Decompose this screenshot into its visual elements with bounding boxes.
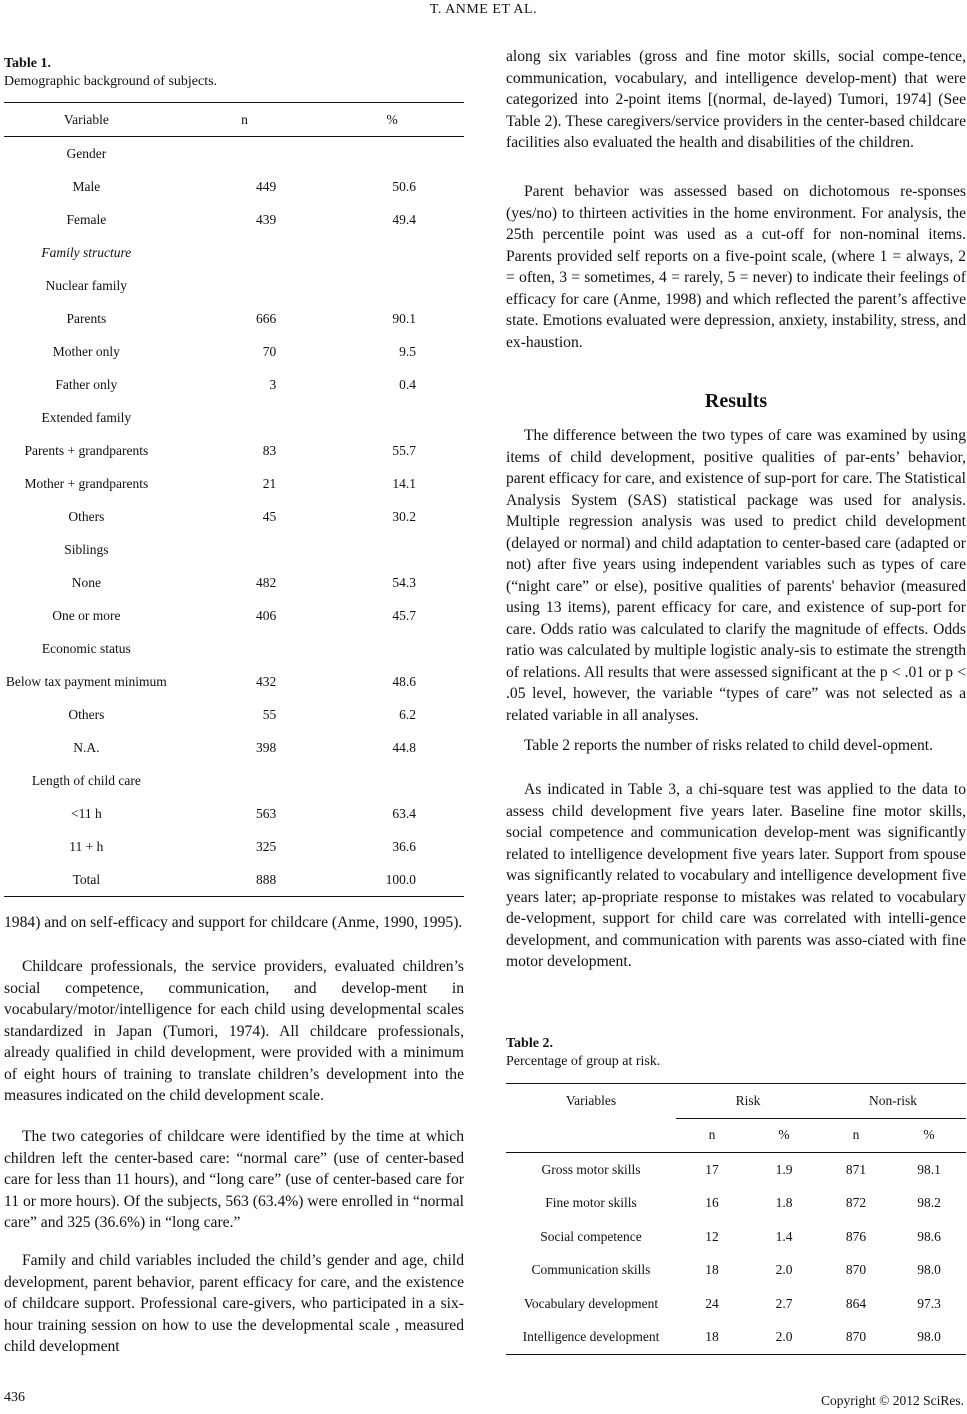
body-paragraph: 1984) and on self-efficacy and support for childcare (Anme, 1990, 1995). [4, 914, 463, 931]
table2-cell-nonrisk-n: 872 [845, 1195, 867, 1211]
table2-cell-risk-n: 24 [705, 1295, 719, 1311]
table1-row [4, 137, 464, 171]
table2 [506, 1083, 966, 1355]
table1-row [4, 731, 464, 764]
table2-row [506, 1287, 966, 1321]
table1-cell-pct: 6.2 [399, 706, 416, 722]
table1-cell-n: 45 [262, 508, 277, 524]
table1-cell-pct [320, 401, 464, 434]
table1-cell-pct [320, 236, 464, 269]
table1-cell-variable: 11 + h [69, 838, 104, 854]
table2-cell-risk-pct: 1.4 [775, 1228, 793, 1244]
table1-cell-n: 70 [262, 343, 277, 359]
table1-cell-pct: 48.6 [392, 673, 416, 689]
table2-cell-variable: Fine motor skills [545, 1195, 637, 1211]
table1-header-row [4, 103, 464, 137]
table1-row [4, 632, 464, 665]
table2-cell-variable: Gross motor skills [541, 1161, 641, 1177]
table1-cell-variable: Length of child care [31, 772, 141, 788]
table1-cell-n: 3 [269, 376, 277, 392]
table2-cell-risk-n: 17 [705, 1161, 719, 1177]
table1-cell-pct: 14.1 [392, 475, 416, 491]
body-paragraph: As indicated in Table 3, a chi-square test was applied to the data to assess child development five years later. Baseline fine motor skills, social competence and communication develop-ment was significantly related to intelligence development five years later. Support from spouse was significantly related to vocabulary and intelligence development five years later; ap-propriate response to mistakes was related to vocabulary de-velopment, support for child care was correlated with intelli-gence development, and communication with parents was asso-ciated with fine motor development. [506, 781, 966, 970]
table2-row [506, 1321, 966, 1355]
table2-caption-block [506, 1035, 660, 1071]
table1-row [4, 698, 464, 731]
table1-cell-variable: Mother only [52, 343, 120, 359]
table1-cell-n [169, 269, 321, 302]
table1-cell-n: 666 [256, 310, 277, 326]
table2-subheader-row [506, 1118, 966, 1153]
table2-cell-nonrisk-n: 876 [845, 1228, 867, 1244]
table2-cell-risk-pct: 2.0 [748, 1321, 820, 1355]
table2-cell-variable: Intelligence development [506, 1321, 676, 1355]
table1-cell-pct: 0.4 [399, 376, 416, 392]
table1-cell-variable: Economic status [41, 640, 131, 656]
table2-cell-risk-pct: 2.0 [775, 1262, 793, 1278]
table1-cell-n: 432 [256, 673, 277, 689]
table1-row [4, 863, 464, 897]
table2-cell-nonrisk-n: 864 [845, 1295, 867, 1311]
table1-cell-variable: One or more [52, 607, 121, 623]
table2-row [506, 1153, 966, 1187]
table1-header-n: n [169, 103, 321, 137]
table1-row [4, 434, 464, 467]
table1-cell-pct: 9.5 [399, 343, 416, 359]
table1-cell-pct [320, 764, 464, 797]
table1-cell-n: 21 [262, 475, 277, 491]
table1-cell-pct: 54.3 [392, 574, 416, 590]
table1-cell-pct [320, 632, 464, 665]
table1-cell-n: 449 [256, 178, 277, 194]
table1-cell-n [169, 533, 321, 566]
table2-subheader-risk-n: n [676, 1118, 748, 1153]
table1-cell-variable: Mother + grandparents [24, 475, 149, 491]
table1-row [4, 302, 464, 335]
table1-cell-n: 482 [256, 574, 277, 590]
table2-cell-nonrisk-pct: 98.0 [892, 1321, 966, 1355]
body-paragraph: Parent behavior was assessed based on dichotomous re-sponses (yes/no) to thirteen activities in the home environment. For analysis, the 25th percentile point was used as a cut-off for non-nominal items. Parents provided self reports on a five-point scale, (where 1 = always, 2 = often, 3 = sometimes, 4 = rarely, 5 = never) to indicate their feelings of efficacy for care (Anme, 1998) and which reflected the parent’s affective state. Emotions evaluated were depression, anxiety, instability, stress, and ex-haustion. [506, 183, 966, 351]
table1-cell-pct: 63.4 [392, 805, 416, 821]
table1-row [4, 764, 464, 797]
body-paragraph: The difference between the two types of care was examined by using items of child development, positive qualities of par-ents’ behavior, parent efficacy for care, and existence of sup-port for care. The Statistical Analysis System (SAS) statistical package was used for analysis. Multiple regression analysis was used to predict child development (delayed or normal) and child adaptation to center-based care (adapted or not) after five years using independent variables such as types of care (“night care” or else), positive qualities of parents' behavior (measured using 13 items), parent efficacy for care, and existence of sup-port for care. Odds ratio was calculated to clarify the magnitude of effects. Odds ratio was calculated by multiple logistic analy-sis to estimate the strength of relations. All results that were assessed significant at the p < .01 or p < .05 level, however, the variable “types of care” was not selected as a related variable in all analyses. [506, 427, 966, 724]
table1-cell-pct: 90.1 [392, 310, 416, 326]
table1-cell-variable: <11 h [70, 805, 102, 821]
table2-cell-nonrisk-pct: 98.1 [917, 1161, 941, 1177]
table1-row [4, 368, 464, 401]
table2-cell-risk-n: 18 [705, 1262, 719, 1278]
table1-cell-pct [320, 137, 464, 171]
results-heading: Results [704, 390, 768, 412]
table1-row [4, 566, 464, 599]
table2-cell-nonrisk-pct: 98.6 [917, 1228, 941, 1244]
table1-cell-variable: Below tax payment minimum [5, 673, 167, 689]
table1-caption: Demographic background of subjects. [4, 74, 218, 89]
table1-row [4, 500, 464, 533]
body-paragraph: The two categories of childcare were identified by the time at which children left the center-based care: “normal care” (use of center-based care for less than 11 hours), and “long care” (use of center-based care for 11 or more hours). Of the subjects, 563 (63.4%) were enrolled in “normal care” and 325 (36.6%) in “long care.” [4, 1128, 464, 1231]
table2-cell-nonrisk-pct: 98.0 [917, 1262, 941, 1278]
table1-cell-n: 563 [256, 805, 277, 821]
table1-cell-variable: Siblings [64, 541, 109, 557]
table1-cell-variable: Parents + grandparents [24, 442, 149, 458]
table1-row [4, 203, 464, 236]
table2-cell-risk-n: 16 [705, 1195, 719, 1211]
table1-row [4, 533, 464, 566]
table1-cell-variable: Parents [66, 310, 107, 326]
table1-cell-n: 55 [262, 706, 277, 722]
table2-cell-risk-pct: 1.9 [775, 1161, 793, 1177]
table1-cell-pct: 100.0 [320, 863, 464, 897]
table2-cell-risk-n: 12 [705, 1228, 719, 1244]
table1-cell-n [169, 632, 321, 665]
body-paragraph: Childcare professionals, the service providers, evaluated children’s social competence, communication, and develop-ment in vocabulary/motor/intelligence for each child using developmental scales standardized in Japan (Tumori, 1974). All childcare professionals, already qualified in child development, were provided with a minimum of eight hours of training to translate children’s development into the measures indicated on the child development scale. [4, 958, 464, 1104]
table2-cell-nonrisk-pct: 98.2 [917, 1195, 941, 1211]
table1-row [4, 665, 464, 698]
table1-row [4, 797, 464, 830]
table2-cell-nonrisk-n: 870 [845, 1262, 867, 1278]
table2-header-variables: Variables [506, 1084, 676, 1119]
table2-cell-variable: Communication skills [531, 1262, 651, 1278]
table2-cell-nonrisk-pct: 97.3 [917, 1295, 941, 1311]
table1-cell-pct [320, 533, 464, 566]
table2-label: Table 2. [506, 1036, 553, 1051]
table1-cell-variable: Gender [66, 145, 107, 161]
table1-row [4, 236, 464, 269]
table1-row [4, 467, 464, 500]
table1-row [4, 335, 464, 368]
table2-cell-risk-pct: 2.7 [775, 1295, 793, 1311]
table1-cell-pct: 30.2 [392, 508, 416, 524]
table1 [4, 102, 464, 897]
table1-cell-variable: Family structure [41, 244, 132, 260]
table1-cell-variable: Father only [55, 376, 118, 392]
table1-cell-pct: 45.7 [392, 607, 416, 623]
table1-cell-n: 83 [262, 442, 277, 458]
table1-caption-block [4, 55, 217, 91]
table1-cell-n [169, 401, 321, 434]
table1-row [4, 830, 464, 863]
table1-row [4, 269, 464, 302]
table2-row [506, 1254, 966, 1288]
table2-cell-risk-pct: 1.8 [775, 1195, 793, 1211]
table1-cell-n: 439 [256, 211, 277, 227]
table1-cell-pct: 55.7 [392, 442, 416, 458]
table2-header-risk: Risk [676, 1084, 820, 1119]
table2-cell-risk-n: 18 [676, 1321, 748, 1355]
table1-cell-n [169, 137, 321, 171]
body-paragraph: Table 2 reports the number of risks related to child devel-opment. [524, 737, 933, 754]
body-paragraph: along six variables (gross and fine motor skills, social compe-tence, communication, vocabulary, and intelligence develop-ment) that were categorized into 2-point items [(normal, de-layed) Tumori, 1974] (See Table 2). These caregivers/service providers in the center-based childcare facilities also evaluated the health and disabilities of the children. [506, 48, 966, 151]
table2-caption: Percentage of group at risk. [506, 1054, 661, 1069]
table2-subheader-risk-pct: % [748, 1118, 820, 1153]
table1-cell-n [169, 236, 321, 269]
table2-cell-nonrisk-n: 871 [845, 1161, 867, 1177]
running-head: T. ANME ET AL. [429, 2, 538, 17]
table1-cell-variable: N.A. [73, 739, 100, 755]
table1-header-variable: Variable [4, 103, 169, 137]
table1-cell-n [169, 764, 321, 797]
table1-body [4, 137, 464, 897]
table1-cell-variable: Female [66, 211, 107, 227]
copyright-notice: Copyright © 2012 SciRes. [820, 1393, 964, 1408]
table1-cell-n: 398 [256, 739, 277, 755]
table2-row [506, 1187, 966, 1221]
table2-row [506, 1220, 966, 1254]
page-number: 436 [4, 1390, 25, 1405]
table1-cell-variable: Male [72, 178, 101, 194]
table1-cell-n: 325 [256, 838, 277, 854]
table2-cell-nonrisk-n: 870 [820, 1321, 892, 1355]
table1-row [4, 170, 464, 203]
table2-body [506, 1153, 966, 1355]
table1-cell-variable: Nuclear family [45, 277, 128, 293]
table2-subheader-blank [506, 1118, 676, 1153]
body-paragraph: Family and child variables included the child’s gender and age, child development, parent behavior, parent efficacy for care, and the existence of childcare support. Professional care-givers, who participated in a six-hour training session on how to use the developmental scale , measured child development [4, 1252, 464, 1355]
table2-cell-variable: Social competence [540, 1228, 642, 1244]
table1-cell-variable: None [71, 574, 101, 590]
table1-cell-variable: Total [4, 863, 169, 897]
table2-subheader-nonrisk-pct: % [892, 1118, 966, 1153]
table2-cell-variable: Vocabulary development [523, 1295, 659, 1311]
table1-cell-pct: 36.6 [392, 838, 416, 854]
table1-cell-variable: Extended family [41, 409, 132, 425]
table1-cell-pct: 50.6 [392, 178, 416, 194]
table1-cell-variable: Others [68, 706, 105, 722]
table1-cell-n: 888 [169, 863, 321, 897]
table1-cell-pct [320, 269, 464, 302]
table1-cell-pct: 44.8 [392, 739, 416, 755]
table1-row [4, 599, 464, 632]
table1-label: Table 1. [4, 56, 51, 71]
table1-row [4, 401, 464, 434]
table1-header-pct: % [320, 103, 464, 137]
table2-header-row [506, 1084, 966, 1119]
table1-cell-pct: 49.4 [392, 211, 416, 227]
table2-header-nonrisk: Non-risk [820, 1084, 966, 1119]
table2-subheader-nonrisk-n: n [820, 1118, 892, 1153]
table1-cell-variable: Others [68, 508, 105, 524]
table1-cell-n: 406 [256, 607, 277, 623]
